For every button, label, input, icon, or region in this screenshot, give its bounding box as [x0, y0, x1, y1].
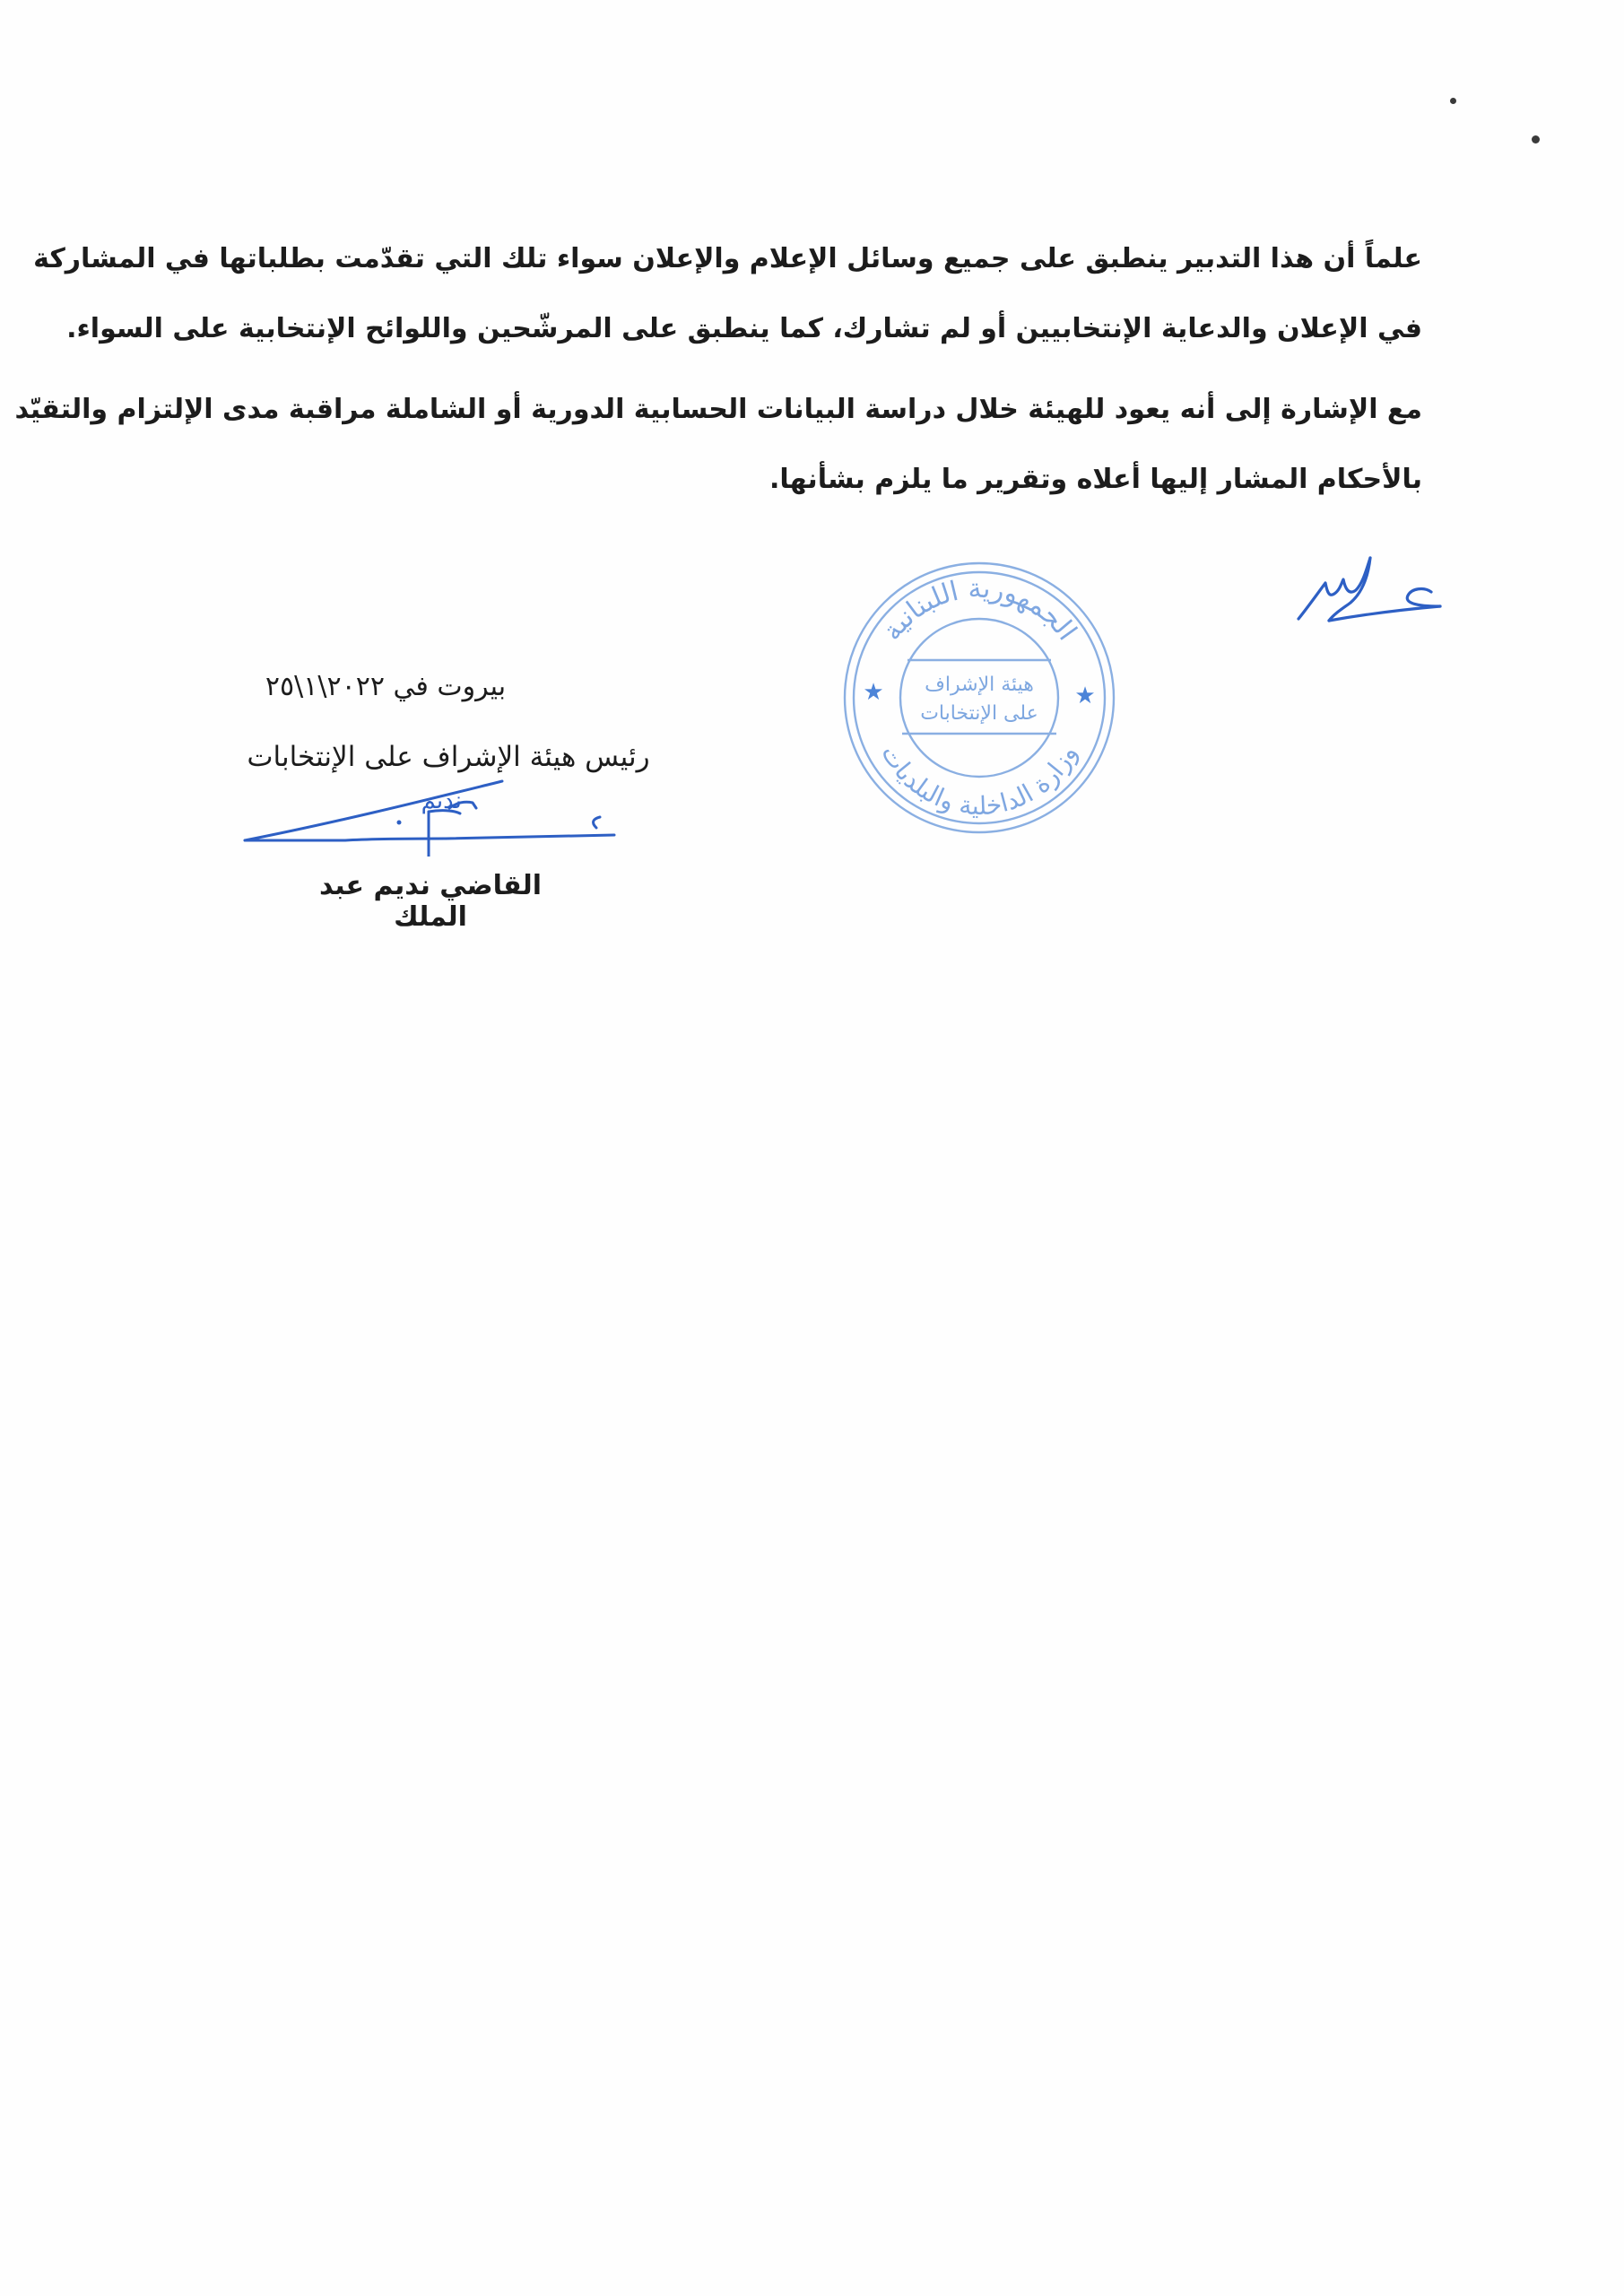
handwritten-signature — [238, 776, 632, 857]
initials-signature — [1273, 556, 1462, 637]
paragraph-monitoring — [14, 375, 1422, 515]
place-and-date: بيروت في ٢٠٢٢\١\٢٥ — [265, 671, 507, 702]
signature-dot — [397, 821, 402, 825]
scan-speck — [1532, 135, 1540, 144]
signatory-name: القاضي نديم عبد الملك — [318, 870, 543, 933]
stamp-star-icon: ★ — [1074, 683, 1096, 709]
paragraph-scope — [33, 224, 1422, 364]
paragraph-line: في الإعلان والدعاية الإنتخابيين أو لم تشارك، كما ينطبق على المرشّحين واللوائح الإنتخابية على السواء. — [66, 313, 1422, 344]
stamp-outer-top-text: الجمهورية اللبنانية — [876, 572, 1083, 647]
signature-handwriting-text: نديم — [421, 787, 462, 814]
official-stamp — [836, 554, 1123, 841]
stamp-inner-line-2: على الإنتخابات — [920, 702, 1038, 725]
scan-speck — [1450, 98, 1456, 104]
paragraph-line: مع الإشارة إلى أنه يعود للهيئة خلال دراسة البيانات الحسابية الدورية أو الشاملة مراقبة مدى الإلتزام والتقيّد — [14, 394, 1422, 425]
stamp-inner-line-1: هيئة الإشراف — [925, 674, 1034, 696]
paragraph-line: بالأحكام المشار إليها أعلاه وتقرير ما يلزم بشأنها. — [769, 464, 1422, 495]
stamp-star-icon: ★ — [863, 679, 884, 706]
paragraph-line: علماً أن هذا التدبير ينطبق على جميع وسائل الإعلام والإعلان سواء تلك التي تقدّمت بطلباتها في المشاركة — [33, 243, 1422, 274]
stamp-outer-bottom-text: وزارة الداخلية والبلديات — [875, 739, 1083, 822]
signatory-title: رئيس هيئة الإشراف على الإنتخابات — [247, 741, 650, 773]
